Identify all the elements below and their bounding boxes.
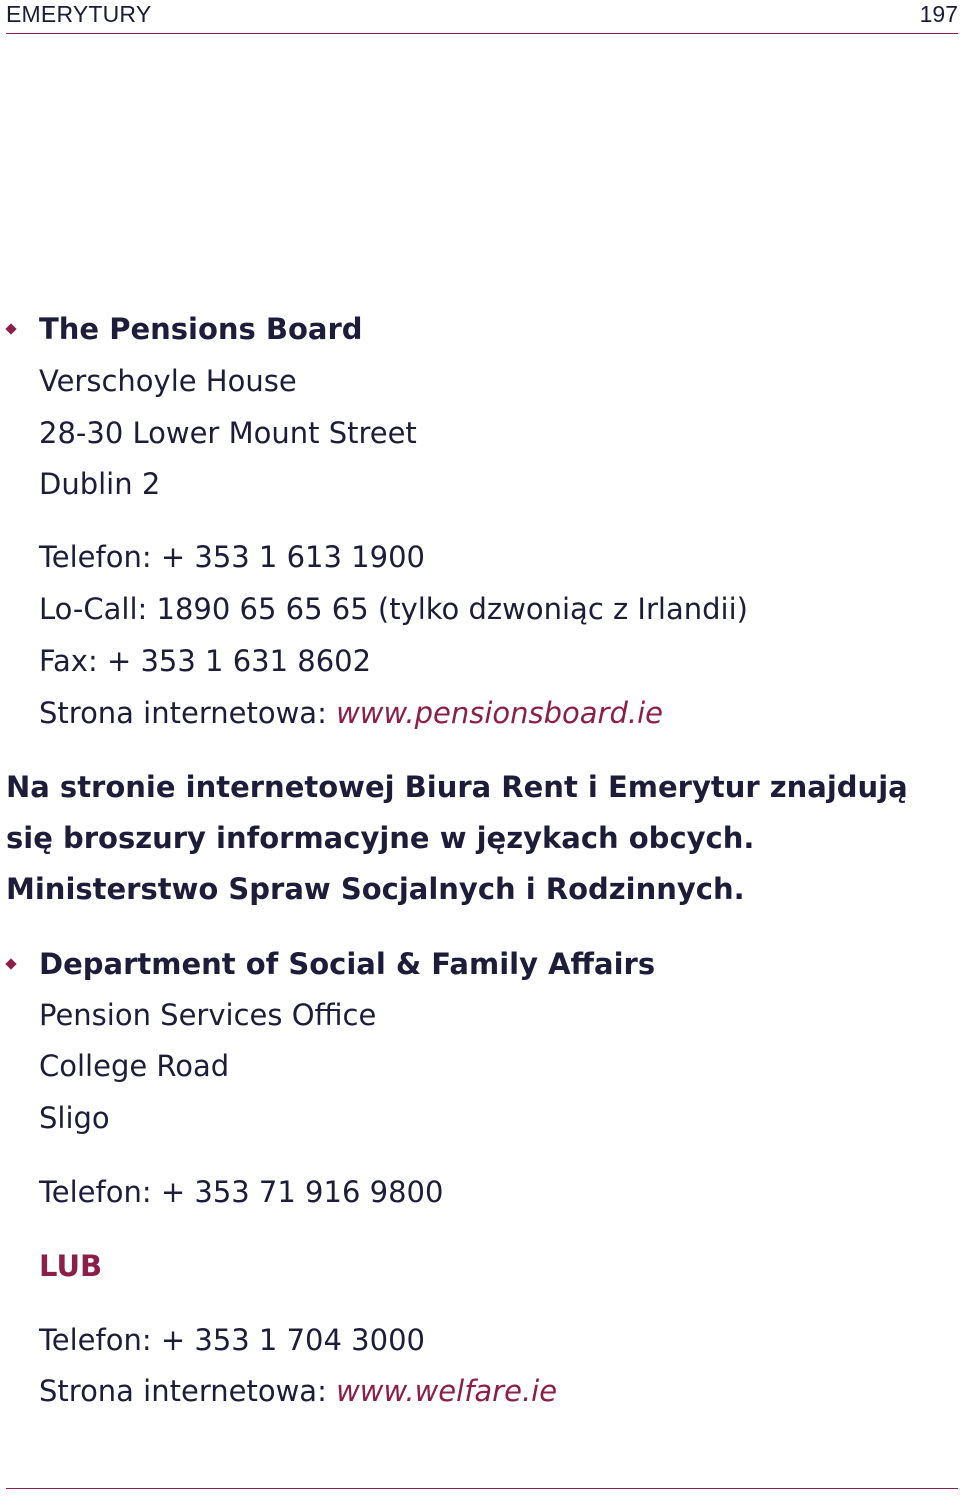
pensions-board-website: [39, 695, 663, 731]
bullet-diamond-icon: [5, 323, 16, 334]
pensions-board-fax: Fax: + 353 1 631 8602: [39, 644, 372, 678]
pensionsboard-link[interactable]: www.pensionsboard.ie: [336, 696, 663, 730]
info-paragraph: Na stronie internetowej Biura Rent i Emerytur znajdują się broszury informacyjne w językach obcych. Ministerstwo Spraw Socjalnych i Rodzinnych.: [6, 770, 908, 906]
section-title: EMERYTURY: [6, 1, 152, 27]
pensions-board-address-line: Verschoyle House: [39, 364, 297, 398]
pensions-board-address-line: 28-30 Lower Mount Street: [39, 416, 417, 450]
pensions-board-locall: Lo-Call: 1890 65 65 65 (tylko dzwoniąc z Irlandii): [39, 592, 748, 626]
or-label: LUB: [39, 1249, 103, 1283]
website-label: Strona internetowa:: [39, 1374, 337, 1408]
pensions-board-phone: Telefon: + 353 1 613 1900: [39, 540, 425, 574]
page-number: 197: [919, 1, 958, 27]
website-label: Strona internetowa:: [39, 696, 337, 730]
pensions-board-address-line: Dublin 2: [39, 467, 161, 501]
dept-address-line: Pension Services Office: [39, 998, 377, 1032]
pensions-board-name: The Pensions Board: [39, 312, 363, 346]
dept-website: [39, 1373, 557, 1409]
dept-address-line: Sligo: [39, 1101, 110, 1135]
footer-divider: [6, 1488, 958, 1489]
dept-phone-primary: Telefon: + 353 71 916 9800: [39, 1175, 444, 1209]
bullet-diamond-icon: [5, 958, 16, 969]
dept-name: Department of Social & Family Affairs: [39, 947, 656, 981]
dept-address-line: College Road: [39, 1049, 230, 1083]
page-header: [6, 0, 958, 34]
dept-phone-secondary: Telefon: + 353 1 704 3000: [39, 1323, 425, 1357]
welfare-link[interactable]: www.welfare.ie: [336, 1374, 558, 1408]
